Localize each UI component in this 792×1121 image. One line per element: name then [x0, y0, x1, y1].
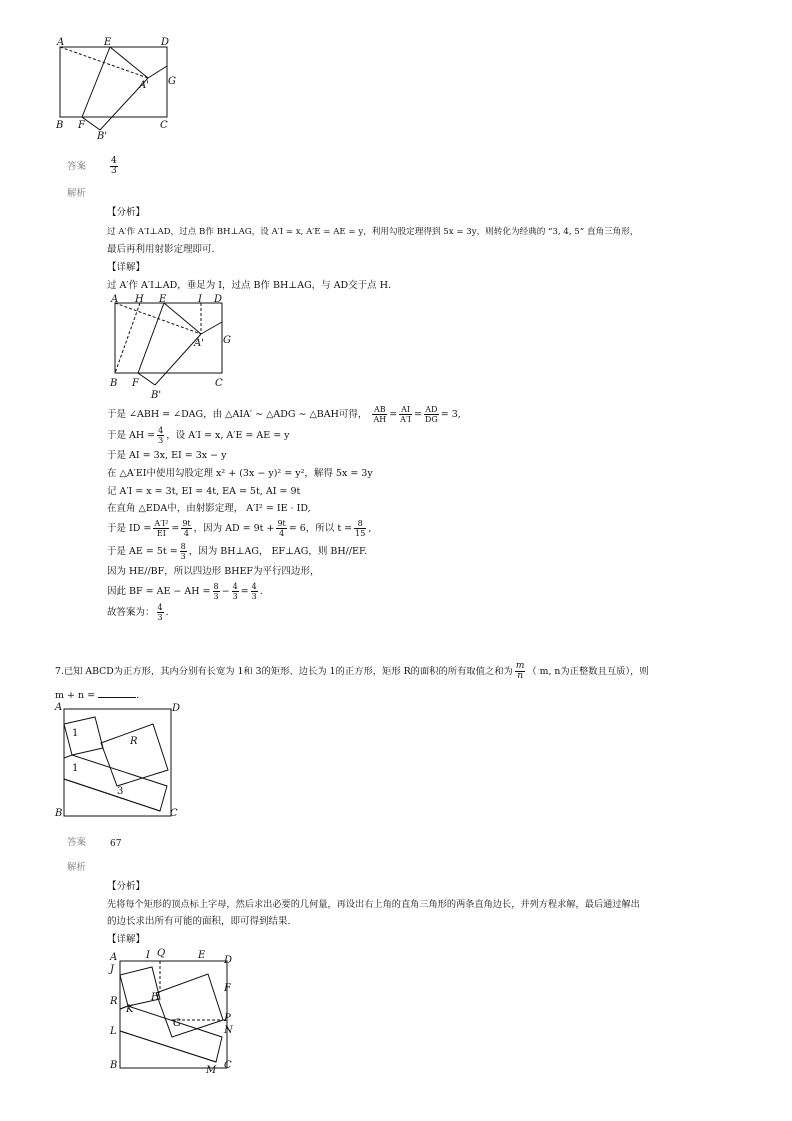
q6-step-6: 在直角 △EDA中，由射影定理， A′I² = IE · ID, [107, 503, 311, 514]
fig4-label-p: P [224, 1013, 231, 1024]
q7-answer: 67 [110, 839, 122, 849]
analysis-label-q7: 解析 [67, 862, 87, 873]
fig4-label-b: B [110, 1060, 118, 1071]
fig2-label-g: G [223, 335, 231, 346]
q6-step-3: 于是 AI = 3x, EI = 3x − y [107, 450, 227, 461]
fig4-label-q: Q [157, 948, 166, 959]
q6-step-8: 于是 AE = 5t = $\frac{8}{3}$ ，因为 BH⊥AG， EF⊥AG，则 BH//EF. [107, 542, 368, 561]
q6-xiangjie-line1: 过 A′作 A′I⊥AD，垂足为 I，过点 B作 BH⊥AG，与 AD交于点 H. [107, 280, 392, 291]
q6-step-5: 记 A′I = x = 3t, EI = 4t, EA = 5t, AI = 9t [107, 486, 301, 497]
fig1-label-a-prime: A' [139, 80, 149, 91]
fig4-label-c: C [224, 1060, 232, 1071]
fig4-label-j: J [110, 964, 115, 975]
fig2-label-e: E [159, 294, 167, 305]
fig4-label-l: L [110, 1026, 117, 1037]
fig2-label-b: B [110, 378, 118, 389]
q6-fenxi-line2: 最后再利用射影定理即可. [107, 244, 215, 255]
fig3-label-1b: 1 [72, 763, 79, 774]
fig2-label-b-prime: B' [151, 390, 162, 401]
fig3-label-a: A [55, 702, 63, 713]
q6-xiangjie-heading: 【详解】 [107, 262, 146, 273]
fig1-label-f: F [78, 120, 85, 131]
fig3-label-b: B [55, 808, 63, 819]
q6-fenxi-heading: 【分析】 [107, 207, 146, 218]
q6-final-answer: 故答案为： $\frac{4}{3}$ . [107, 603, 169, 622]
fig1-label-a: A [57, 37, 65, 48]
answer-label-q7: 答案 [67, 837, 87, 848]
fig3-label-c: C [170, 808, 178, 819]
fig2-label-i: I [198, 294, 202, 305]
fig4-label-g: G [173, 1018, 181, 1029]
fig2-label-d: D [214, 294, 223, 305]
fig2-label-a-prime: A' [194, 338, 204, 349]
fig4-label-i: I [146, 950, 150, 961]
fig4-label-k: K [126, 1004, 134, 1015]
q6-answer-fraction: $\frac{4}{3}$ [111, 156, 117, 176]
q7-stem-line2: m + n = . [55, 690, 140, 701]
fig1-label-d: D [161, 37, 170, 48]
fig2-label-a: A [111, 294, 119, 305]
q6-fenxi-line1: 过 A′作 A′I⊥AD，过点 B作 BH⊥AG，设 A′I = x, A′E = AE = y，利用勾股定理得到 5x = 3y，则转化为经典的 “3, 4, 5” 直角三角形， [107, 227, 639, 237]
q6-step-10: 因此 BF = AE − AH = $\frac{8}{3}$ − $\frac{4}{3}$ = $\frac{4}{3}$ . [107, 582, 263, 601]
q7-stem-line1: 7.已知 ABCD为正方形，其内分别有长宽为 1和 3的矩形、边长为 1的正方形，矩形 R的面积的所有取值之和为 $\frac{m}{n}$ （ m, n为正整数且互质），则 [55, 661, 649, 681]
fig3-label-r: R [130, 736, 138, 747]
q7-fenxi-line2: 的边长求出所有可能的面积，即可得到结果. [107, 916, 291, 927]
fig1-label-b-prime: B' [97, 131, 108, 142]
q6-step-4: 在 △A′EI中使用勾股定理 x² + (3x − y)² = y²，解得 5x = 3y [107, 468, 373, 479]
fig1-label-c: C [160, 120, 168, 131]
figure-rectangle-fold-2 [105, 296, 245, 406]
fig3-label-d: D [172, 703, 181, 714]
fig1-label-b: B [56, 120, 64, 131]
fig2-label-f: F [132, 378, 139, 389]
fig4-label-h: H [151, 992, 160, 1003]
fig4-label-n: N [224, 1025, 233, 1036]
q7-fenxi-line1: 先将每个矩形的顶点标上字母，然后求出必要的几何量，再设出右上角的直角三角形的两条直角边长，并列方程求解，最后通过解出 [107, 899, 640, 910]
analysis-label: 解析 [67, 188, 87, 199]
fig4-label-e: E [198, 950, 206, 961]
fig1-label-g: G [168, 76, 176, 87]
fig3-label-3: 3 [117, 786, 124, 797]
q6-step-9: 因为 HE//BF，所以四边形 BHEF为平行四边形， [107, 566, 320, 577]
answer-label: 答案 [67, 161, 87, 172]
q7-fenxi-heading: 【分析】 [107, 881, 146, 892]
fig4-label-m: M [206, 1065, 217, 1076]
fig4-label-a: A [110, 952, 118, 963]
answer-blank [98, 688, 136, 698]
fig2-label-h: H [135, 294, 144, 305]
fig2-label-c: C [215, 378, 223, 389]
q6-step-7: 于是 ID = $\frac{\text{A′I²}}{EI}$ = $\frac{9t}{4}$ ，因为 AD = 9t + $\frac{9t}{4}$ = 6，所以 t = $\frac{8}{15}$ , [107, 519, 372, 538]
q6-step-2: 于是 AH = $\frac{4}{3}$ ，设 A′I = x, A′E = AE = y [107, 426, 290, 445]
fig4-label-r: R [110, 996, 118, 1007]
fig3-label-1a: 1 [72, 728, 79, 739]
figure-rectangle-fold-1 [50, 40, 190, 150]
fig4-label-d: D [224, 955, 233, 966]
q7-xiangjie-heading: 【详解】 [107, 934, 146, 945]
fig1-label-e: E [104, 37, 112, 48]
q6-step-1: 于是 ∠ABH = ∠DAG，由 △AIA′ ∼ △ADG ∼ △BAH可得， $\frac{AB}{AH}$ = $\frac{AI}{A'I}$ = $\frac{AD}{DG}$ = 3, [107, 405, 461, 424]
fig4-label-f: F [224, 983, 231, 994]
